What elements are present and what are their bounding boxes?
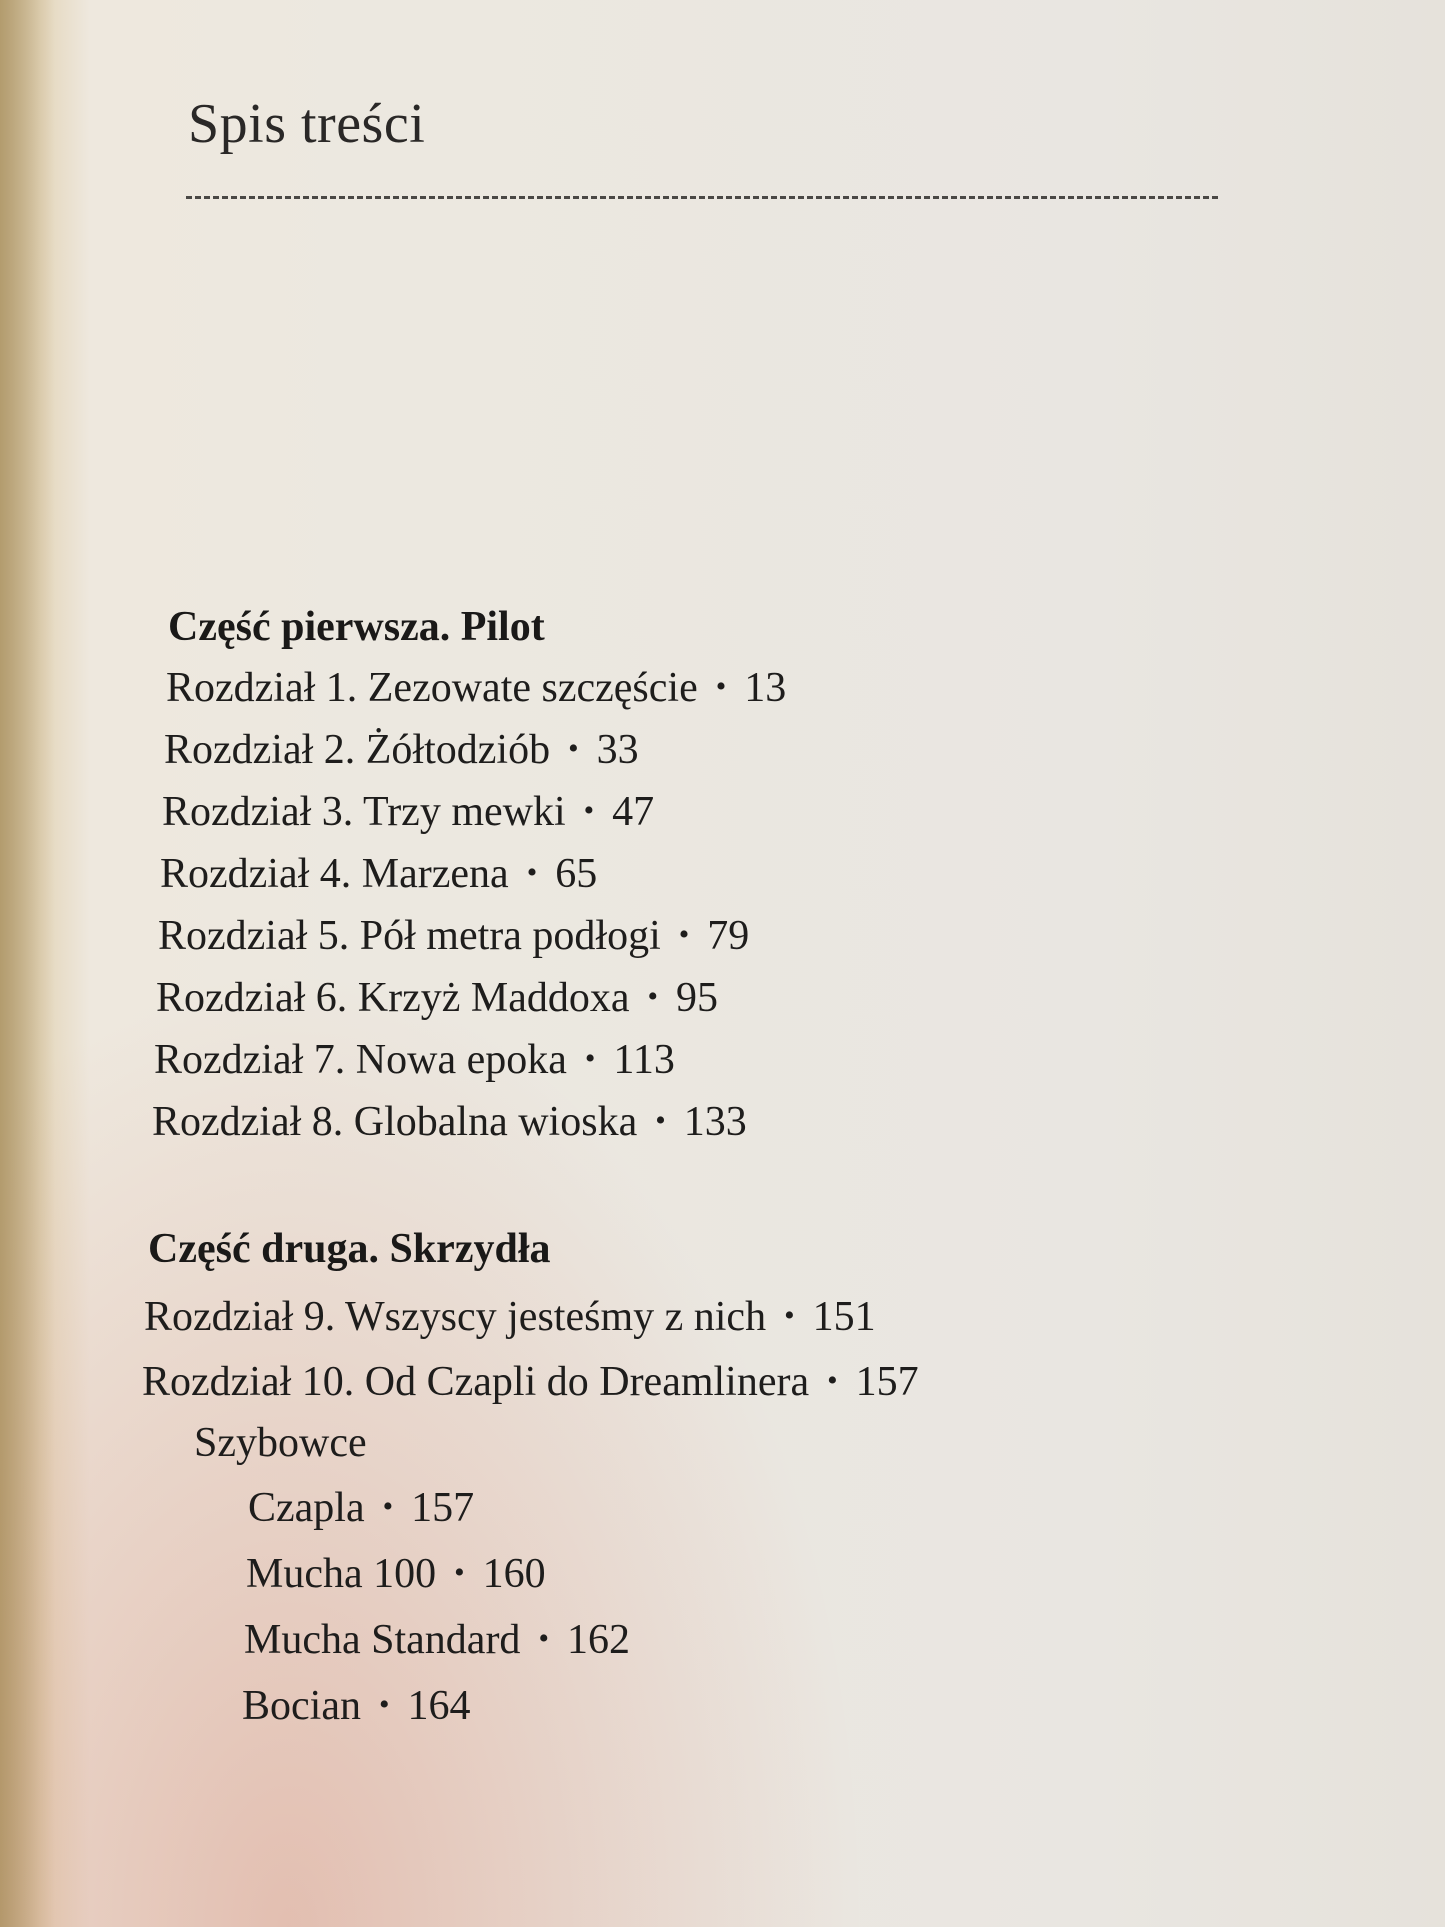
bullet-separator: • (784, 1299, 795, 1332)
toc-entry (166, 663, 786, 712)
toc-entry (152, 1097, 747, 1146)
title-divider (186, 196, 1218, 199)
bullet-separator: • (655, 1104, 666, 1137)
entry-title: Mucha 100 (246, 1551, 437, 1597)
bullet-separator: • (584, 1042, 596, 1075)
part-heading-2: Część druga. Skrzydła (148, 1226, 551, 1272)
entry-page: 157 (855, 1359, 919, 1405)
toc-entry (154, 1035, 675, 1084)
entry-page: 47 (612, 789, 655, 835)
toc-entry (142, 1357, 919, 1406)
entry-title: Rozdział 5. Pół metra podłogi (158, 913, 661, 959)
entry-title: Rozdział 8. Globalna wioska (152, 1099, 638, 1145)
entry-title: Rozdział 2. Żółtodziób (164, 727, 551, 773)
entry-title: Rozdział 7. Nowa epoka (154, 1037, 567, 1083)
entry-title: Mucha Standard (244, 1617, 521, 1663)
entry-page: 133 (683, 1099, 747, 1145)
book-spine-shadow (0, 0, 55, 1927)
entry-title: Rozdział 3. Trzy mewki (162, 789, 566, 835)
entry-page: 95 (676, 975, 719, 1021)
entry-title: Czapla (248, 1485, 365, 1531)
entry-page: 157 (411, 1485, 475, 1531)
entry-page: 33 (596, 727, 639, 773)
entry-page: 160 (482, 1551, 546, 1597)
toc-subentry (244, 1615, 630, 1664)
bullet-separator: • (827, 1364, 838, 1397)
bullet-separator: • (678, 918, 690, 951)
entry-title: Rozdział 9. Wszyscy jesteśmy z nich (144, 1294, 767, 1340)
entry-title: Bocian (242, 1683, 361, 1729)
bullet-separator: • (454, 1556, 465, 1589)
part-heading-1: Część pierwsza. Pilot (168, 604, 545, 650)
bullet-separator: • (568, 732, 579, 765)
entry-page: 79 (707, 913, 750, 959)
toc-entry (164, 725, 639, 774)
bullet-separator: • (382, 1490, 394, 1523)
toc-entry (162, 787, 654, 836)
entry-page: 162 (566, 1617, 630, 1663)
entry-page: 13 (744, 665, 787, 711)
toc-subentry (246, 1549, 546, 1598)
entry-title: Rozdział 10. Od Czapli do Dreamlinera (142, 1359, 810, 1405)
toc-entry (156, 973, 718, 1022)
entry-title: Rozdział 1. Zezowate szczęście (166, 665, 698, 711)
entry-page: 113 (613, 1037, 675, 1083)
toc-entry (144, 1292, 876, 1341)
bullet-separator: • (378, 1688, 390, 1721)
toc-entry (160, 849, 597, 898)
bullet-separator: • (538, 1622, 549, 1655)
entry-page: 65 (555, 851, 598, 897)
entry-title: Rozdział 6. Krzyż Maddoxa (156, 975, 630, 1021)
toc-subentry (248, 1483, 474, 1532)
entry-page: 164 (407, 1683, 471, 1729)
toc-subentry (242, 1681, 470, 1730)
bullet-separator: • (526, 856, 538, 889)
entry-title: Rozdział 4. Marzena (160, 851, 509, 897)
bullet-separator: • (647, 980, 659, 1013)
bullet-separator: • (715, 670, 727, 703)
page-title: Spis treści (188, 93, 426, 155)
entry-page: 151 (812, 1294, 876, 1340)
subsection-heading: Szybowce (194, 1420, 367, 1466)
toc-entry (158, 911, 749, 960)
bullet-separator: • (583, 794, 595, 827)
